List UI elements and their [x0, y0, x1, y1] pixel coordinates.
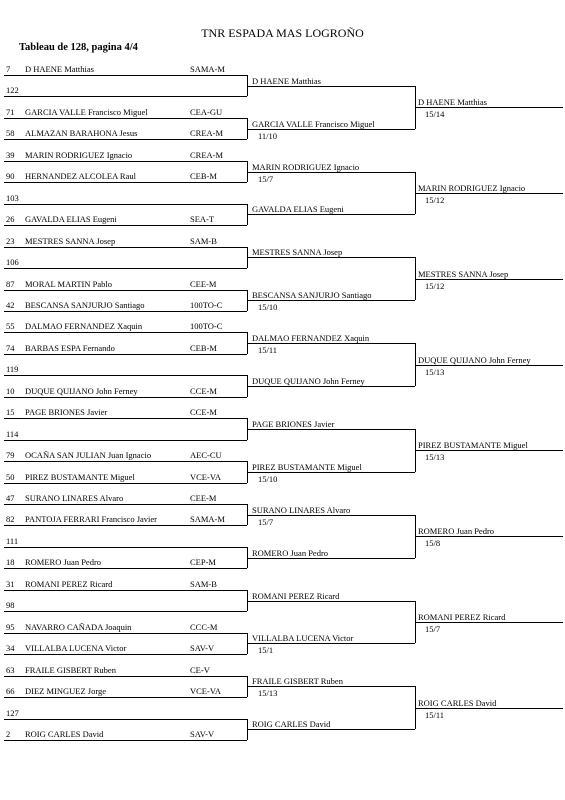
entry-line — [4, 96, 247, 97]
winner-score: 15/14 — [425, 109, 445, 120]
winner-line — [247, 686, 415, 687]
winner-line — [247, 129, 415, 130]
entry-club: CEA-GU — [190, 106, 223, 117]
winner-name: MESTRES SANNA Josep — [252, 247, 343, 258]
entry-line — [4, 182, 247, 183]
entry-club: SAM-B — [190, 235, 217, 246]
winner-name: DALMAO FERNANDEZ Xaquin — [252, 333, 370, 344]
entry-line — [4, 654, 247, 655]
entry-seed: 111 — [6, 535, 19, 546]
entry-club: VCE-VA — [190, 686, 222, 697]
entry-seed: 55 — [6, 321, 15, 332]
entry-name: ALMAZAN BARAHONA Jesus — [25, 128, 138, 139]
winner-name: ROIG CARLES David — [418, 697, 497, 708]
entry-club: SAM-B — [190, 578, 217, 589]
entry-line — [4, 504, 247, 505]
entry-name: ROMANI PEREZ Ricard — [25, 578, 113, 589]
winner-score: 15/8 — [425, 538, 441, 549]
entry-line — [4, 440, 247, 441]
winner-line — [247, 729, 415, 730]
entry-club: CCC-M — [190, 621, 218, 632]
winner-line — [247, 558, 415, 559]
entry-club: VCE-VA — [190, 471, 222, 482]
winner-score: 15/13 — [258, 688, 278, 699]
winner-line — [415, 450, 563, 451]
entry-seed: 18 — [6, 557, 15, 568]
winner-name: D HAENE Matthias — [252, 75, 321, 86]
entry-seed: 71 — [6, 106, 15, 117]
entry-seed: 31 — [6, 578, 15, 589]
entry-line — [4, 590, 247, 591]
winner-line — [415, 536, 563, 537]
winner-line — [247, 643, 415, 644]
entry-line — [4, 75, 247, 76]
entry-line — [4, 740, 247, 741]
winner-score: 15/13 — [425, 366, 445, 377]
winner-name: PAGE BRIONES Javier — [252, 418, 335, 429]
entry-line — [4, 568, 247, 569]
entry-line — [4, 461, 247, 462]
entry-club: CREA-M — [190, 149, 224, 160]
entry-line — [4, 397, 247, 398]
entry-club: CCE-M — [190, 385, 217, 396]
winner-score: 15/12 — [425, 194, 445, 205]
entry-name: D HAENE Matthias — [25, 64, 94, 74]
entry-club: CEB-M — [190, 342, 217, 353]
entry-seed: 122 — [6, 85, 19, 96]
entry-name: MARIN RODRIGUEZ Ignacio — [25, 149, 133, 160]
entry-seed: 23 — [6, 235, 15, 246]
winner-name: GARCIA VALLE Francisco Miguel — [252, 118, 375, 129]
winner-line — [415, 622, 563, 623]
entry-seed: 87 — [6, 278, 15, 289]
entry-seed: 2 — [6, 728, 11, 739]
entry-name: NAVARRO CAÑADA Joaquin — [25, 621, 132, 632]
entry-line — [4, 547, 247, 548]
entry-club: CEP-M — [190, 557, 216, 568]
entry-line — [4, 332, 247, 333]
winner-line — [415, 365, 563, 366]
winner-line — [247, 300, 415, 301]
entry-seed: 114 — [6, 428, 19, 439]
winner-score: 15/11 — [258, 345, 278, 356]
entry-club: CEB-M — [190, 171, 217, 182]
winner-name: ROIG CARLES David — [252, 719, 331, 730]
entry-club: SAV-V — [190, 643, 215, 654]
entry-seed: 7 — [6, 64, 11, 74]
entry-seed: 106 — [6, 257, 19, 268]
entry-line — [4, 697, 247, 698]
entry-line — [4, 247, 247, 248]
entry-club: CEE-M — [190, 278, 217, 289]
winner-name: VILLALBA LUCENA Victor — [252, 633, 354, 644]
entry-name: VILLALBA LUCENA Victor — [25, 643, 127, 654]
entry-seed: 90 — [6, 171, 15, 182]
winner-name: MARIN RODRIGUEZ Ignacio — [252, 161, 360, 172]
tableau-subtitle: Tableau de 128, pagina 4/4 — [19, 42, 138, 53]
entry-name: GARCIA VALLE Francisco Miguel — [25, 106, 148, 117]
winner-score: 15/7 — [425, 623, 441, 634]
entry-name: PIREZ BUSTAMANTE Miguel — [25, 471, 135, 482]
winner-score: 15/11 — [425, 709, 445, 720]
entry-seed: 79 — [6, 450, 15, 461]
winner-name: ROMERO Juan Pedro — [252, 547, 329, 558]
entry-seed: 50 — [6, 471, 15, 482]
entry-club: 100TO-C — [190, 299, 223, 310]
entry-line — [4, 225, 247, 226]
winner-name: DUQUE QUIJANO John Ferney — [252, 376, 365, 387]
entry-club: SAV-V — [190, 728, 215, 739]
winner-line — [247, 386, 415, 387]
entry-seed: 98 — [6, 600, 15, 611]
entry-seed: 42 — [6, 299, 15, 310]
winner-line — [247, 214, 415, 215]
entry-seed: 47 — [6, 493, 15, 503]
entry-name: BARBAS ESPA Fernando — [25, 342, 115, 353]
winner-line — [247, 429, 415, 430]
winner-name: BESCANSA SANJURJO Santiago — [252, 290, 372, 301]
entry-line — [4, 611, 247, 612]
entry-seed: 39 — [6, 149, 15, 160]
winner-score: 15/13 — [425, 452, 445, 463]
winner-score: 15/12 — [425, 280, 445, 291]
entry-line — [4, 139, 247, 140]
entry-name: BESCANSA SANJURJO Santiago — [25, 299, 145, 310]
entry-name: MORAL MARTIN Pablo — [25, 278, 113, 289]
winner-score: 15/1 — [258, 645, 274, 656]
entry-club: 100TO-C — [190, 321, 223, 332]
winner-line — [415, 193, 563, 194]
entry-line — [4, 676, 247, 677]
winner-name: MESTRES SANNA Josep — [418, 268, 509, 279]
entry-name: DIEZ MINGUEZ Jorge — [25, 686, 107, 697]
entry-seed: 119 — [6, 364, 19, 375]
entry-line — [4, 375, 247, 376]
entry-seed: 127 — [6, 707, 19, 718]
entry-club: SAMA-M — [190, 64, 225, 74]
entry-club: CCE-M — [190, 407, 217, 418]
winner-score: 15/7 — [258, 173, 274, 184]
winner-name: DUQUE QUIJANO John Ferney — [418, 354, 531, 365]
entry-name: ROMERO Juan Pedro — [25, 557, 102, 568]
entry-seed: 66 — [6, 686, 15, 697]
winner-line — [247, 86, 415, 87]
entry-club: SEA-T — [190, 214, 215, 225]
entry-club: CE-V — [190, 664, 210, 675]
winner-name: ROMERO Juan Pedro — [418, 526, 495, 537]
entry-line — [4, 719, 247, 720]
tournament-title: TNR ESPADA MAS LOGROÑO — [201, 26, 364, 40]
entry-club: SAMA-M — [190, 514, 225, 525]
entry-club: CEE-M — [190, 493, 217, 503]
entry-seed: 82 — [6, 514, 15, 525]
winner-name: PIREZ BUSTAMANTE Miguel — [418, 440, 528, 451]
entry-club: AEC-CU — [190, 450, 222, 461]
winner-line — [247, 257, 415, 258]
winner-name: FRAILE GISBERT Ruben — [252, 676, 343, 687]
winner-score: 15/10 — [258, 302, 278, 313]
entry-name: SURANO LINARES Alvaro — [25, 493, 124, 503]
entry-line — [4, 418, 247, 419]
entry-line — [4, 161, 247, 162]
winner-name: GAVALDA ELIAS Eugeni — [252, 204, 344, 215]
entry-line — [4, 118, 247, 119]
entry-line — [4, 525, 247, 526]
entry-seed: 63 — [6, 664, 15, 675]
entry-line — [4, 311, 247, 312]
entry-name: ROIG CARLES David — [25, 728, 104, 739]
entry-name: DUQUE QUIJANO John Ferney — [25, 385, 138, 396]
winner-name: D HAENE Matthias — [418, 97, 487, 108]
entry-line — [4, 204, 247, 205]
winner-name: SURANO LINARES Alvaro — [252, 504, 351, 515]
entry-name: GAVALDA ELIAS Eugeni — [25, 214, 117, 225]
entry-line — [4, 268, 247, 269]
entry-line — [4, 354, 247, 355]
entry-seed: 26 — [6, 214, 15, 225]
winner-line — [247, 172, 415, 173]
entry-seed: 95 — [6, 621, 15, 632]
entry-name: MESTRES SANNA Josep — [25, 235, 116, 246]
winner-line — [247, 472, 415, 473]
entry-seed: 15 — [6, 407, 15, 418]
winner-name: MARIN RODRIGUEZ Ignacio — [418, 182, 526, 193]
winner-score: 15/7 — [258, 516, 274, 527]
winner-score: 15/10 — [258, 473, 278, 484]
entry-name: OCAÑA SAN JULIAN Juan Ignacio — [25, 450, 152, 461]
entry-line — [4, 633, 247, 634]
winner-score: 11/10 — [258, 130, 278, 141]
entry-seed: 103 — [6, 192, 19, 203]
entry-seed: 34 — [6, 643, 15, 654]
entry-seed: 58 — [6, 128, 15, 139]
entry-name: HERNANDEZ ALCOLEA Raul — [25, 171, 136, 182]
winner-name: ROMANI PEREZ Ricard — [418, 611, 506, 622]
winner-line — [247, 515, 415, 516]
entry-name: PAGE BRIONES Javier — [25, 407, 108, 418]
winner-name: ROMANI PEREZ Ricard — [252, 590, 340, 601]
entry-line — [4, 483, 247, 484]
entry-seed: 10 — [6, 385, 15, 396]
entry-name: PANTOJA FERRARI Francisco Javier — [25, 514, 157, 525]
winner-name: PIREZ BUSTAMANTE Miguel — [252, 461, 362, 472]
winner-line — [415, 107, 563, 108]
entry-line — [4, 290, 247, 291]
winner-line — [247, 343, 415, 344]
winner-line — [415, 279, 563, 280]
entry-name: FRAILE GISBERT Ruben — [25, 664, 116, 675]
entry-name: DALMAO FERNANDEZ Xaquin — [25, 321, 143, 332]
entry-club: CREA-M — [190, 128, 224, 139]
entry-seed: 74 — [6, 342, 15, 353]
winner-line — [247, 601, 415, 602]
winner-line — [415, 708, 563, 709]
